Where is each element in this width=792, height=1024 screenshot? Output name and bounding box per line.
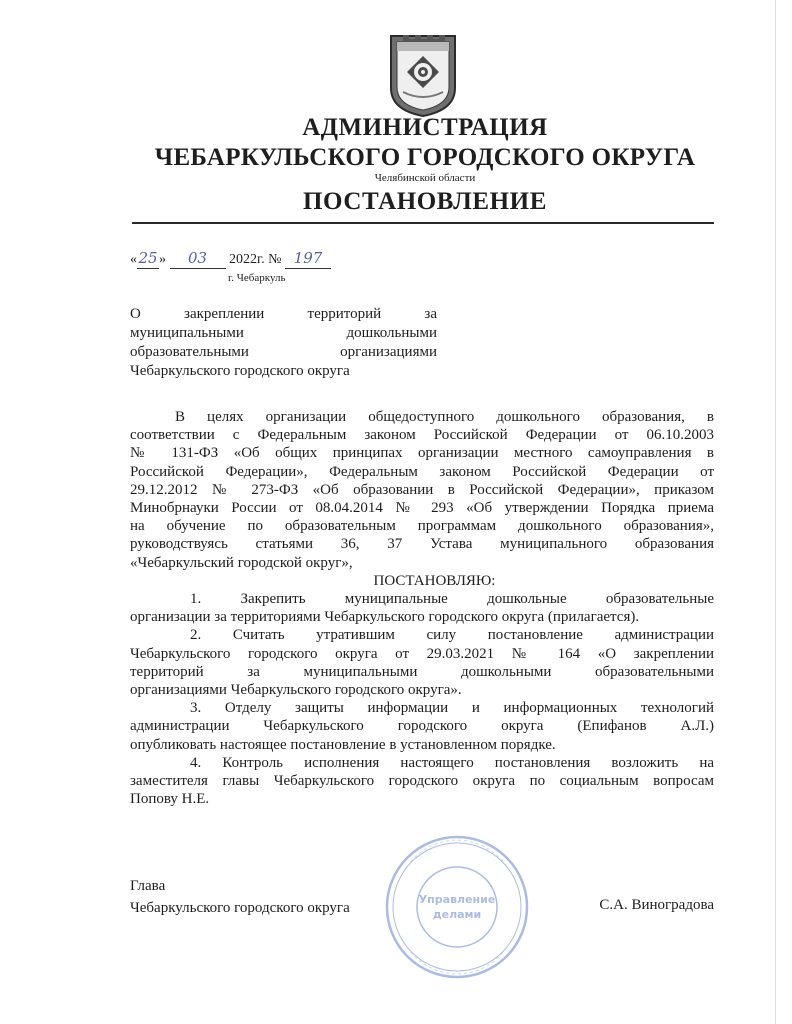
doc-number-field: [285, 250, 331, 269]
official-stamp-icon: [382, 832, 532, 982]
date-open-quote: «: [130, 252, 137, 267]
coat-of-arms-icon: [385, 26, 461, 118]
text-line: Минобрнауки России от 08.04.2014 № 293 «Об утверждении Порядка приема: [130, 500, 714, 517]
date-day-field: [137, 250, 159, 269]
text-line: 3. Отделу защиты информации и информационных технологий: [190, 700, 714, 717]
text-line: 2. Считать утратившим силу постановление администрации: [190, 627, 714, 644]
org-name-line1: АДМИНИСТРАЦИЯ: [302, 114, 548, 141]
item-2: [130, 626, 714, 699]
stamp-text-line2: делами: [432, 908, 482, 921]
text-line: руководствуясь статьями 36, 37 Устава муниципального образования: [130, 536, 714, 553]
date-year-label: 2022г. №: [229, 252, 282, 267]
date-month: 03: [187, 249, 208, 267]
signatory-title-line1: Глава: [130, 878, 166, 894]
document-type-title: ПОСТАНОВЛЕНИЕ: [302, 188, 548, 215]
text-line: опубликовать настоящее постановление в установленном порядке.: [130, 736, 556, 753]
text-line: 1. Закрепить муниципальные дошкольные образовательные: [190, 591, 714, 608]
org-name-line2: ЧЕБАРКУЛЬСКОГО ГОРОДСКОГО ОКРУГА: [154, 144, 696, 171]
date-number-line: [130, 250, 331, 269]
subject-line: О закреплении территорий за: [130, 306, 437, 322]
text-line: Чебаркульского городского округа от 29.03.2021 № 164 «О закреплении: [130, 645, 714, 662]
text-line: заместителя главы Чебаркульского городского округа по социальным вопросам: [130, 773, 714, 790]
text-line: территорий за муниципальными дошкольными образовательными: [130, 663, 714, 680]
text-line: 4. Контроль исполнения настоящего постановления возложить на: [190, 754, 714, 771]
subject-line: образовательными организациями: [130, 344, 437, 360]
text-line: № 131-ФЗ «Об общих принципах организации местного самоуправления в: [130, 445, 714, 462]
date-close-quote: »: [159, 252, 166, 267]
text-line: соответствии с Федеральным законом Российской Федерации от 06.10.2003: [130, 427, 714, 444]
city-label: г. Чебаркуль: [228, 272, 286, 284]
text-line: организации за территориями Чебаркульского городского округа (прилагается).: [130, 609, 640, 626]
signatory-name: С.А. Виноградова: [599, 897, 714, 913]
signatory-title: [130, 875, 350, 919]
document-subject: [130, 305, 437, 381]
decree-heading: ПОСТАНОВЛЯЮ:: [373, 572, 496, 589]
text-line: 29.12.2012 № 273-ФЗ «Об образовании в Российской Федерации», приказом: [130, 481, 714, 498]
region-label: Челябинской области: [374, 172, 476, 184]
text-line: «Чебаркульский городской округ»,: [130, 554, 353, 571]
doc-number: 197: [293, 249, 323, 267]
subject-line: Чебаркульского городского округа: [130, 363, 350, 379]
date-day: 25: [138, 249, 158, 267]
subject-line: муниципальными дошкольными: [130, 325, 437, 341]
text-line: организациями Чебаркульского городского округа».: [130, 682, 462, 699]
signatory-title-line2: Чебаркульского городского округа: [130, 900, 350, 916]
text-line: Российской Федерации», Федеральным законом Российской Федерации от: [130, 463, 714, 480]
text-line: администрации Чебаркульского городского округа (Епифанов А.Л.): [130, 718, 714, 735]
document-body: [130, 408, 714, 808]
item-4: [130, 754, 714, 809]
text-line: на обучение по образовательным программам дошкольного образования»,: [130, 518, 714, 535]
stamp-text-line1: Управление: [418, 893, 496, 906]
header-divider: [132, 222, 714, 224]
item-1: [130, 590, 714, 626]
item-3: [130, 699, 714, 754]
text-line: В целях организации общедоступного дошкольного образования, в: [175, 409, 714, 425]
text-line: Попову Н.Е.: [130, 791, 210, 808]
date-month-field: [170, 250, 226, 269]
preamble-paragraph: [130, 408, 714, 572]
